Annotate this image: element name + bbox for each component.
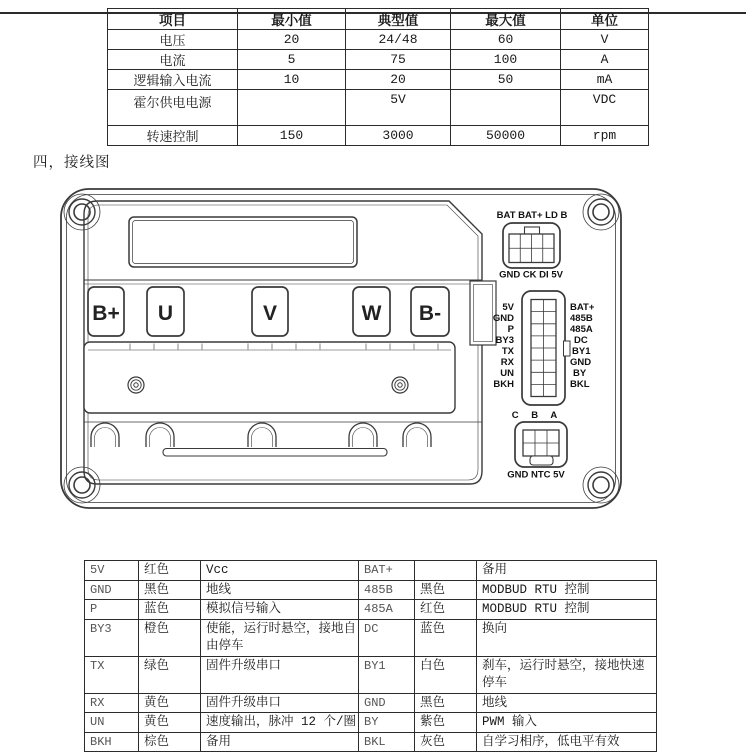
terminal-label: V (262, 302, 278, 325)
color-cell: 黄色 (139, 693, 201, 713)
terminal-block-u (147, 287, 184, 336)
pin-row (85, 656, 657, 693)
desc-cell: 固件升级串口 (201, 656, 359, 693)
spec-cell: 10 (238, 70, 346, 90)
pin-label: BY (573, 368, 587, 379)
pin-cell: P (85, 600, 139, 620)
spec-cell: 逻辑输入电流 (108, 70, 238, 90)
connector-top-label: BAT BAT+ LD B (496, 210, 568, 221)
connector-bottom-label: C B A (511, 410, 563, 421)
spec-cell: 60 (451, 30, 561, 50)
desc-cell: 换向 (477, 619, 657, 656)
pin-label: BKL (570, 379, 590, 390)
desc-cell: Vcc (201, 561, 359, 581)
color-cell: 蓝色 (415, 619, 477, 656)
pin-cell: 485A (359, 600, 415, 620)
bottom-bar (163, 449, 387, 457)
terminal-block-v (252, 287, 288, 336)
spec-cell: 霍尔供电电源 (108, 90, 238, 126)
pin-row (85, 713, 657, 733)
terminal-label: W (361, 302, 382, 325)
spec-cell: 20 (346, 70, 451, 90)
spec-cell: 电流 (108, 50, 238, 70)
pin-label: TX (501, 346, 514, 357)
connector-bottom-label-bottom: GND NTC 5V (507, 469, 565, 481)
desc-cell: 备用 (201, 732, 359, 752)
color-cell: 紫色 (415, 713, 477, 733)
pin-row (85, 732, 657, 752)
pin-label: BY1 (572, 346, 591, 357)
terminal-label: B- (418, 302, 442, 325)
color-cell (415, 561, 477, 581)
desc-cell: MODBUD RTU 控制 (477, 580, 657, 600)
pin-cell: BKL (359, 732, 415, 752)
pin-label: RX (500, 357, 514, 368)
pin-label: BAT+ (570, 302, 595, 313)
desc-cell: 地线 (477, 693, 657, 713)
desc-cell: 刹车，运行时悬空，接地快速停车 (477, 656, 657, 693)
spec-cell: rpm (561, 126, 649, 146)
color-cell: 黑色 (415, 693, 477, 713)
pin-cell: TX (85, 656, 139, 693)
spec-cell: 5 (238, 50, 346, 70)
spec-cell: VDC (561, 90, 649, 126)
pin-label: P (507, 324, 514, 335)
pin-row (85, 693, 657, 713)
pin-cell: BY3 (85, 619, 139, 656)
pin-cell: UN (85, 713, 139, 733)
pin-label: 485A (570, 324, 593, 335)
terminal-block-b-plus (88, 287, 124, 336)
color-cell: 黑色 (139, 580, 201, 600)
spec-header-cell: 典型值 (346, 9, 451, 30)
pin-table (84, 560, 657, 752)
pin-label: UN (500, 368, 514, 379)
spec-cell: 100 (451, 50, 561, 70)
pin-label: BY3 (495, 335, 514, 346)
color-cell: 橙色 (139, 619, 201, 656)
spec-cell: 3000 (346, 126, 451, 146)
spec-cell: 150 (238, 126, 346, 146)
pin-cell: GND (85, 580, 139, 600)
pin-cell: BY1 (359, 656, 415, 693)
spec-header-cell: 项目 (108, 9, 238, 30)
pin-cell: 485B (359, 580, 415, 600)
desc-cell: PWM 输入 (477, 713, 657, 733)
color-cell: 灰色 (415, 732, 477, 752)
spec-header-cell: 最小值 (238, 9, 346, 30)
section-heading: 四，接线图 (33, 155, 111, 171)
color-cell: 红色 (139, 561, 201, 581)
color-cell: 蓝色 (139, 600, 201, 620)
color-cell: 黄色 (139, 713, 201, 733)
desc-cell: 自学习相序，低电平有效 (477, 732, 657, 752)
desc-cell: 速度输出，脉冲 12 个/圈 (201, 713, 359, 733)
desc-cell: 固件升级串口 (201, 693, 359, 713)
pin-cell: RX (85, 693, 139, 713)
spec-cell: 75 (346, 50, 451, 70)
spec-cell: 24/48 (346, 30, 451, 50)
spec-header-cell: 最大值 (451, 9, 561, 30)
pin-row (85, 600, 657, 620)
color-cell: 黑色 (415, 580, 477, 600)
spec-cell: 5V (346, 90, 451, 126)
connector-mid (493, 291, 595, 405)
spec-cell: A (561, 50, 649, 70)
label-plate (129, 217, 357, 267)
terminal-label: B+ (92, 302, 120, 325)
desc-cell: MODBUD RTU 控制 (477, 600, 657, 620)
spec-header-cell: 单位 (561, 9, 649, 30)
connector-top (497, 210, 568, 281)
spec-cell: 转速控制 (108, 126, 238, 146)
pin-label: GND (492, 313, 514, 324)
color-cell: 绿色 (139, 656, 201, 693)
desc-cell: 备用 (477, 561, 657, 581)
color-cell: 棕色 (139, 732, 201, 752)
pin-row (85, 619, 657, 656)
pin-label: DC (574, 335, 588, 346)
pin-label: GND (570, 357, 592, 368)
desc-cell: 地线 (201, 580, 359, 600)
pin-label: 5V (502, 302, 514, 313)
color-cell: 白色 (415, 656, 477, 693)
pin-cell: BAT+ (359, 561, 415, 581)
pin-cell: BKH (85, 732, 139, 752)
pin-cell: 5V (85, 561, 139, 581)
pin-row (85, 561, 657, 581)
pin-row (85, 580, 657, 600)
spec-cell: 20 (238, 30, 346, 50)
terminal-label: U (157, 302, 174, 325)
spec-cell: mA (561, 70, 649, 90)
pin-label: BKH (493, 379, 514, 390)
pin-cell: BY (359, 713, 415, 733)
connector-bottom (507, 410, 567, 481)
terminal-block-b-minus (411, 287, 449, 336)
color-cell: 红色 (415, 600, 477, 620)
pin-label: 485B (570, 313, 593, 324)
connector-top-label-bottom: GND CK DI 5V (499, 269, 563, 281)
terminal-block-w (353, 287, 390, 336)
spec-cell: V (561, 30, 649, 50)
pin-cell: DC (359, 619, 415, 656)
desc-cell: 使能，运行时悬空，接地自由停车 (201, 619, 359, 656)
spec-cell: 50 (451, 70, 561, 90)
spec-cell: 50000 (451, 126, 561, 146)
spec-cell: 电压 (108, 30, 238, 50)
desc-cell: 模拟信号输入 (201, 600, 359, 620)
pin-cell: GND (359, 693, 415, 713)
